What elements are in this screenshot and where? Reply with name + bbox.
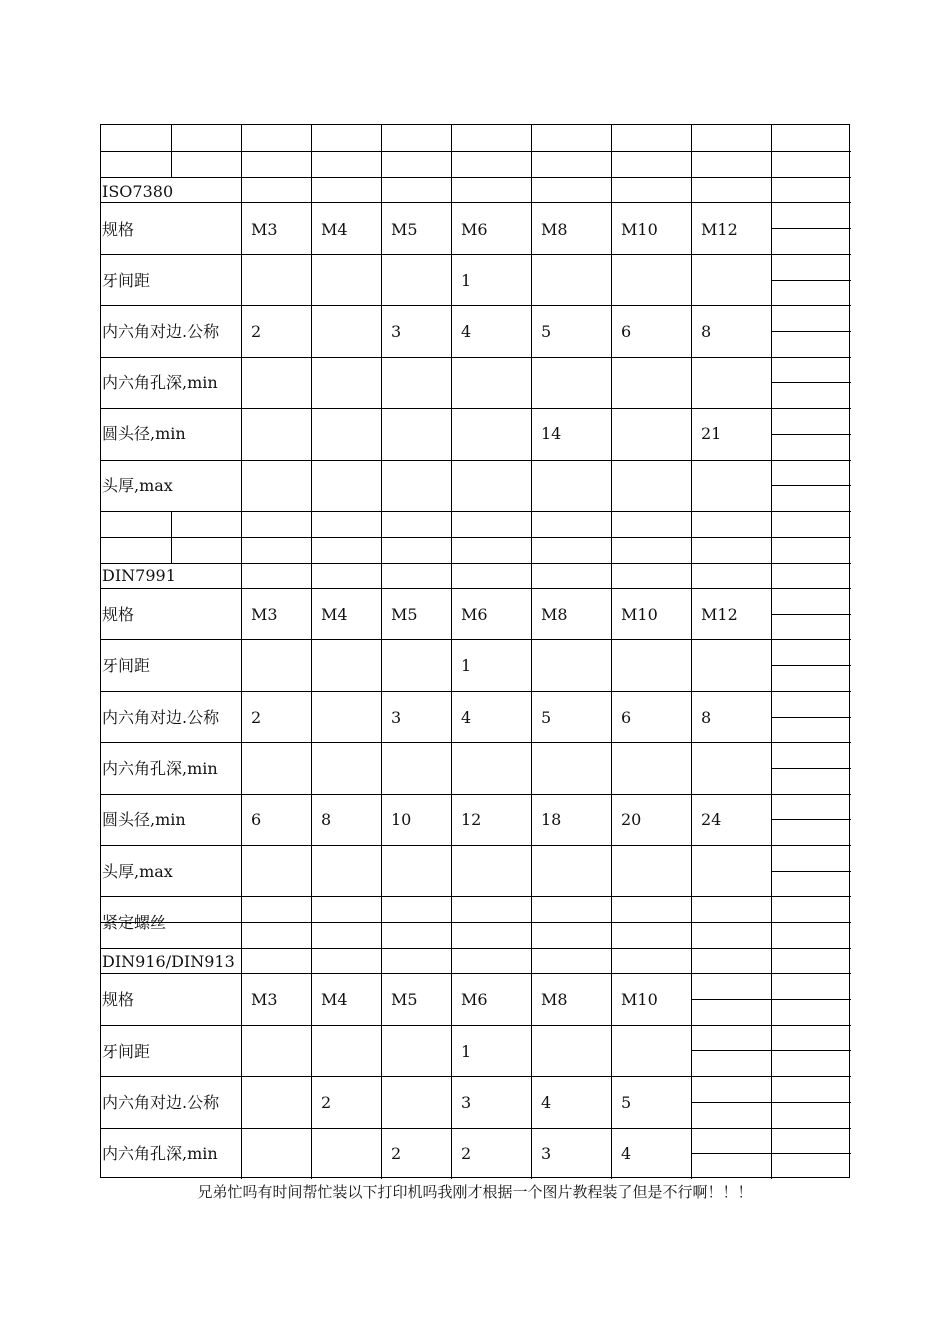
footer-caption: 兄弟忙吗有时间帮忙装以下打印机吗我刚才根据一个图片教程装了但是不行啊！！！ <box>197 1183 753 1201</box>
grid-vline <box>611 125 612 177</box>
grid-vline <box>311 125 312 177</box>
grid-subline <box>241 922 851 923</box>
value-cell: 4 <box>461 322 472 341</box>
grid-vline <box>311 202 312 511</box>
grid-vline <box>531 896 532 948</box>
value-cell: 2 <box>251 322 262 341</box>
grid-vline <box>381 177 382 202</box>
row-label: 内六角对边.公称 <box>102 322 220 341</box>
grid-hline <box>101 254 851 255</box>
grid-subline <box>771 871 851 872</box>
value-cell: 2 <box>321 1093 332 1112</box>
value-cell: M4 <box>321 605 348 624</box>
value-cell: M5 <box>391 220 418 239</box>
grid-hline <box>101 563 851 564</box>
value-cell: 6 <box>621 322 632 341</box>
value-cell: 2 <box>251 708 262 727</box>
row-label: 头厚,max <box>102 476 173 495</box>
grid-hline <box>101 408 851 409</box>
grid-vline <box>611 948 612 1179</box>
row-label: 内六角孔深,min <box>102 759 218 778</box>
row-label: 圆头径,min <box>102 424 186 443</box>
value-cell: M10 <box>621 990 658 1009</box>
grid-hline <box>101 305 851 306</box>
value-cell: 4 <box>621 1144 632 1163</box>
grid-vline <box>381 948 382 1179</box>
grid-vline <box>451 948 452 1179</box>
value-cell: M12 <box>701 605 738 624</box>
grid-hline <box>101 460 851 461</box>
row-label: 牙间距 <box>102 656 151 675</box>
grid-vline <box>611 563 612 896</box>
grid-vline <box>771 896 772 948</box>
value-cell: 3 <box>391 708 402 727</box>
grid-vline <box>311 511 312 563</box>
grid-vline <box>771 125 772 177</box>
grid-subline <box>771 768 851 769</box>
grid-hline <box>101 511 851 512</box>
value-cell: 1 <box>461 271 472 290</box>
grid-hline <box>101 948 851 949</box>
grid-hline <box>101 845 851 846</box>
value-cell: M5 <box>391 990 418 1009</box>
row-label: 内六角孔深,min <box>102 1144 218 1163</box>
grid-vline <box>771 202 772 511</box>
value-cell: 10 <box>391 810 412 829</box>
value-cell: 4 <box>541 1093 552 1112</box>
value-cell: M6 <box>461 220 488 239</box>
value-cell: M8 <box>541 605 568 624</box>
grid-vline <box>451 563 452 896</box>
value-cell: 6 <box>251 810 262 829</box>
grid-vline <box>451 177 452 202</box>
grid-vline <box>531 563 532 896</box>
grid-vline <box>611 202 612 511</box>
grid-vline <box>381 202 382 511</box>
grid-vline <box>171 511 172 563</box>
grid-vline <box>241 948 242 1179</box>
grid-vline <box>771 511 772 563</box>
row-label: 牙间距 <box>102 1042 151 1061</box>
grid-vline <box>381 511 382 563</box>
row-label: 圆头径,min <box>102 810 186 829</box>
grid-vline <box>531 177 532 202</box>
grid-vline <box>771 948 772 1179</box>
grid-hline <box>101 742 851 743</box>
section-title-set-screw: 紧定螺丝 <box>102 913 167 932</box>
grid-vline <box>531 948 532 1179</box>
value-cell: M4 <box>321 220 348 239</box>
value-cell: M12 <box>701 220 738 239</box>
value-cell: M3 <box>251 220 278 239</box>
value-cell: 4 <box>461 708 472 727</box>
value-cell: 20 <box>621 810 642 829</box>
value-cell: 5 <box>541 708 552 727</box>
grid-vline <box>451 125 452 177</box>
grid-hline <box>101 1076 851 1077</box>
grid-vline <box>381 125 382 177</box>
value-cell: 3 <box>461 1093 472 1112</box>
value-cell: M10 <box>621 220 658 239</box>
grid-vline <box>381 896 382 948</box>
value-cell: 2 <box>391 1144 402 1163</box>
grid-hline <box>101 1025 851 1026</box>
grid-subline <box>771 819 851 820</box>
grid-vline <box>241 177 242 202</box>
grid-vline <box>771 563 772 896</box>
value-cell: 14 <box>541 424 562 443</box>
value-cell: M3 <box>251 605 278 624</box>
value-cell: M8 <box>541 220 568 239</box>
grid-subline <box>771 331 851 332</box>
grid-subline <box>771 382 851 383</box>
value-cell: 2 <box>461 1144 472 1163</box>
grid-hline <box>101 1128 851 1129</box>
spec-table <box>100 124 850 1178</box>
grid-vline <box>691 896 692 948</box>
grid-vline <box>611 177 612 202</box>
value-cell: M3 <box>251 990 278 1009</box>
grid-vline <box>691 202 692 511</box>
grid-subline <box>771 485 851 486</box>
value-cell: 8 <box>321 810 332 829</box>
grid-vline <box>311 948 312 1179</box>
row-label: 规格 <box>102 990 135 1009</box>
grid-vline <box>691 125 692 177</box>
grid-vline <box>771 177 772 202</box>
grid-vline <box>241 511 242 563</box>
grid-vline <box>691 563 692 896</box>
row-label: 内六角孔深,min <box>102 373 218 392</box>
value-cell: M8 <box>541 990 568 1009</box>
grid-vline <box>611 896 612 948</box>
grid-vline <box>311 896 312 948</box>
value-cell: 5 <box>621 1093 632 1112</box>
grid-vline <box>691 948 692 1179</box>
grid-hline <box>101 537 851 538</box>
value-cell: 6 <box>621 708 632 727</box>
grid-vline <box>691 511 692 563</box>
standard-label-din916-din913: DIN916/DIN913 <box>102 952 235 971</box>
value-cell: 8 <box>701 708 712 727</box>
grid-vline <box>531 202 532 511</box>
grid-hline <box>101 357 851 358</box>
grid-subline <box>771 228 851 229</box>
row-label: 内六角对边.公称 <box>102 708 220 727</box>
value-cell: 5 <box>541 322 552 341</box>
grid-vline <box>311 177 312 202</box>
grid-vline <box>451 896 452 948</box>
grid-vline <box>531 125 532 177</box>
grid-vline <box>611 511 612 563</box>
grid-hline <box>101 794 851 795</box>
row-label: 内六角对边.公称 <box>102 1093 220 1112</box>
grid-hline <box>101 896 851 897</box>
grid-subline <box>771 614 851 615</box>
value-cell: M5 <box>391 605 418 624</box>
row-label: 头厚,max <box>102 862 173 881</box>
grid-vline <box>241 125 242 177</box>
grid-vline <box>171 125 172 177</box>
value-cell: M6 <box>461 605 488 624</box>
grid-vline <box>691 177 692 202</box>
value-cell: 8 <box>701 322 712 341</box>
value-cell: M4 <box>321 990 348 1009</box>
grid-subline <box>771 434 851 435</box>
grid-subline <box>771 665 851 666</box>
value-cell: 18 <box>541 810 562 829</box>
grid-vline <box>531 511 532 563</box>
grid-vline <box>241 563 242 896</box>
value-cell: 3 <box>391 322 402 341</box>
standard-label-iso7380: ISO7380 <box>102 182 174 201</box>
value-cell: 3 <box>541 1144 552 1163</box>
grid-subline <box>771 280 851 281</box>
grid-vline <box>311 563 312 896</box>
value-cell: 12 <box>461 810 482 829</box>
value-cell: 1 <box>461 1042 472 1061</box>
grid-hline <box>101 588 851 589</box>
value-cell: 24 <box>701 810 722 829</box>
row-label: 规格 <box>102 220 135 239</box>
grid-vline <box>241 896 242 948</box>
value-cell: M10 <box>621 605 658 624</box>
grid-hline <box>101 973 851 974</box>
grid-vline <box>241 202 242 511</box>
grid-hline <box>101 639 851 640</box>
grid-subline <box>771 717 851 718</box>
grid-vline <box>451 202 452 511</box>
row-label: 牙间距 <box>102 271 151 290</box>
grid-vline <box>381 563 382 896</box>
value-cell: 1 <box>461 656 472 675</box>
grid-hline <box>101 691 851 692</box>
grid-hline <box>101 151 851 152</box>
grid-vline <box>451 511 452 563</box>
grid-hline <box>101 202 851 203</box>
value-cell: M6 <box>461 990 488 1009</box>
standard-label-din7991: DIN7991 <box>102 566 176 585</box>
row-label: 规格 <box>102 605 135 624</box>
value-cell: 21 <box>701 424 722 443</box>
grid-hline <box>101 177 851 178</box>
